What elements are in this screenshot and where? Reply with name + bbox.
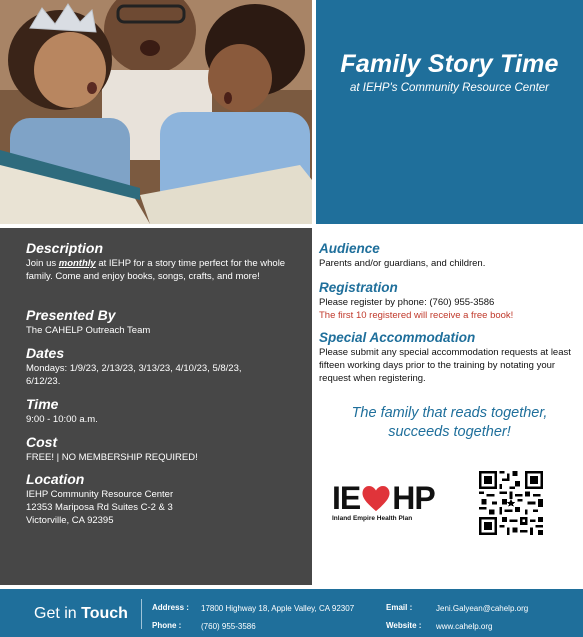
dates-text: Mondays: 1/9/23, 2/13/23, 3/13/23, 4/10/23, 5/8/23, 6/12/23.: [26, 363, 242, 387]
website-label: Website :: [386, 621, 422, 630]
logo-text-right: HP: [392, 480, 435, 516]
footer-divider: [141, 599, 142, 629]
registration-section: [319, 280, 581, 322]
email-link[interactable]: Jeni.Galyean@cahelp.org: [436, 604, 529, 613]
address-value: 17800 Highway 18, Apple Valley, CA 92307: [201, 604, 355, 613]
accommodation-text: Please submit any special accommodation requests at least fifteen working days prior to the training by notating your request when registering.: [319, 347, 571, 384]
registration-text: Please register by phone: (760) 955-3586: [319, 297, 495, 308]
phone-label: Phone :: [152, 621, 182, 630]
description-section: [26, 240, 306, 283]
phone-value[interactable]: (760) 955-3586: [201, 622, 256, 631]
presented-section: [26, 307, 306, 337]
slogan-line1: The family that reads together,: [351, 405, 548, 421]
time-section: [26, 396, 306, 426]
info-panel: [316, 228, 583, 585]
get-in-text: Get in: [34, 605, 77, 622]
cost-heading: Cost: [26, 434, 58, 450]
website-link[interactable]: www.cahelp.org: [436, 622, 493, 631]
accommodation-heading: Special Accommodation: [319, 330, 476, 345]
presented-text: The CAHELP Outreach Team: [26, 325, 151, 336]
slogan-line2: succeeds together!: [388, 424, 511, 440]
location-line3: Victorville, CA 92395: [26, 515, 114, 526]
audience-text: Parents and/or guardians, and children.: [319, 258, 486, 269]
registration-heading: Registration: [319, 280, 398, 295]
get-in-touch: [34, 605, 128, 623]
event-subtitle: at IEHP's Community Resource Center: [349, 82, 550, 94]
event-title: Family Story Time: [340, 50, 559, 78]
location-line2: 12353 Mariposa Rd Suites C-2 & 3: [26, 502, 173, 513]
time-heading: Time: [26, 396, 59, 412]
description-text-pre: Join us: [26, 258, 59, 269]
description-emphasis: monthly: [58, 258, 96, 269]
cost-text: FREE! | NO MEMBERSHIP REQUIRED!: [26, 452, 198, 463]
audience-heading: Audience: [319, 241, 380, 256]
location-section: [26, 471, 306, 527]
dates-section: [26, 345, 306, 388]
location-line1: IEHP Community Resource Center: [26, 489, 174, 500]
contact-footer: [0, 589, 583, 637]
description-text: [26, 257, 306, 283]
time-text: 9:00 - 10:00 a.m.: [26, 414, 98, 425]
hero-photo: [0, 0, 312, 224]
address-label: Address :: [152, 603, 189, 612]
cost-section: [26, 434, 306, 464]
qr-code[interactable]: [479, 471, 543, 535]
touch-text: Touch: [81, 605, 128, 622]
description-heading: Description: [26, 240, 104, 256]
description-text-post: at IEHP for a story time perfect for the whole family. Come and enjoy books, songs, crafts, and more!: [26, 258, 286, 282]
registration-note: The first 10 registered will receive a free book!: [319, 310, 514, 321]
logo-subtitle: Inland Empire Health Plan: [332, 515, 413, 522]
presented-heading: Presented By: [26, 307, 116, 323]
details-panel: [0, 228, 312, 585]
title-panel: [316, 0, 583, 224]
iehp-logo: [332, 480, 446, 529]
heart-icon: [361, 484, 391, 512]
slogan: [316, 404, 583, 442]
logo-text-left: IE: [332, 480, 361, 516]
location-heading: Location: [26, 471, 85, 487]
dates-heading: Dates: [26, 345, 65, 361]
accommodation-section: [319, 330, 581, 385]
email-label: Email :: [386, 603, 413, 612]
audience-section: [319, 241, 581, 270]
